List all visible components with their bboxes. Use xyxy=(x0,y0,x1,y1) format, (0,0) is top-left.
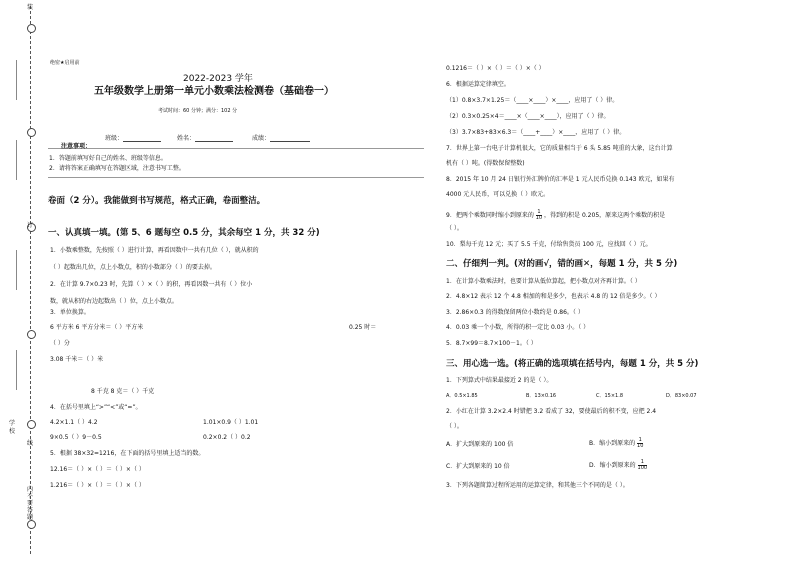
question-6-item-1: （1）0.8×3.7×1.25＝（____×____）×____，应用了（ ）律。 xyxy=(446,97,619,104)
section-3-title: 三、用心选一选。(将正确的选项填在括号内，每题 1 分，共 5 分) xyxy=(446,359,699,369)
question-4-item: 0.2×0.2（ ）0.2 xyxy=(203,434,251,441)
note-2: 2．请将答案正确填写在答题区域，注意书写工整。 xyxy=(49,165,185,172)
judge-3: 3．2.86×0.3 的得数保留两位小数约是 0.86。（ ） xyxy=(446,309,584,316)
strip-mid-text: 订 xyxy=(26,222,33,229)
choice-2-line-2: （ ）。 xyxy=(446,423,463,430)
strip-school-label: 学校 xyxy=(8,420,15,435)
question-1-line-2: （ ）起数出几位，点上小数点，积的小数部分（ ）的要去掉。 xyxy=(50,264,216,271)
judge-1: 1．在计算小数乘法时，也要计算从低位算起，把小数点对齐再计算。（ ） xyxy=(446,278,641,285)
question-4-item: 1.01×0.9（ ）1.01 xyxy=(203,419,259,426)
page-title: 五年级数学上册第一单元小数乘法检测卷（基础卷一） xyxy=(94,86,334,97)
choice-1-option-c: C．15×1.8 xyxy=(596,393,623,399)
choice-1: 1．下列算式中结果最接近 2 的是（ ）。 xyxy=(446,377,553,384)
strip-field-line xyxy=(16,60,17,100)
binding-dot xyxy=(27,520,36,529)
question-4-item: 4.2×1.1（ ）4.2 xyxy=(50,419,98,426)
question-5-line-1: 12.16＝（ ）×（ ）＝（ ）×（ ） xyxy=(50,466,145,473)
strip-field-line xyxy=(16,140,17,180)
question-6-item-3: （3）3.7×83+83×6.3＝（____+____）×____，应用了（ ）律。 xyxy=(446,129,626,136)
question-3-item-b-answer: （ ）分 xyxy=(50,340,70,347)
question-9-line-2: （ ）。 xyxy=(446,225,463,232)
secret-label: 绝密★启用前 xyxy=(50,60,80,66)
strip-lower-text: 线 xyxy=(26,440,33,447)
section-2-title: 二、仔细判一判。(对的画√，错的画✕，每题 1 分，共 5 分) xyxy=(446,259,678,269)
strip-field-line xyxy=(16,250,17,290)
score-label: 成绩： xyxy=(252,135,271,142)
question-7-line-1: 7．世界上第一台电子计算机很大，它的质量相当于 6 头 5.85 吨重的大象，这台计算 xyxy=(446,145,673,152)
strip-top-text: 装 xyxy=(26,4,33,11)
question-5-line-2: 1.216＝（ ）×（ ）＝（ ）×（ ） xyxy=(50,482,145,489)
question-3-item-d: 8 千克 8 克＝（ ）千克 xyxy=(91,388,155,395)
binding-dot xyxy=(27,24,36,33)
question-10: 10．梨每千克 12 元；买了 5.5 千克，付给售货员 100 元，应找回（ ）元。 xyxy=(446,241,652,248)
question-6-item-2: （2）0.3×0.25×4＝____×（____×____），应用了（ ）律。 xyxy=(446,113,610,120)
question-4-item: 9×0.5（ ）9－0.5 xyxy=(50,434,102,441)
question-1-line-1: 1．小数乘整数，先按照（ ）进行计算，再看因数中一共有几位（ ），就从积的 xyxy=(50,247,259,254)
choice-1-option-b: B．13×0.16 xyxy=(526,393,557,399)
class-field[interactable] xyxy=(105,135,161,142)
choice-2-option-b: B．缩小到原来的 $\frac{1}{10}$ xyxy=(589,437,644,449)
name-label: 姓名： xyxy=(177,135,196,142)
question-2-line-2: 数，就从积的右边起数出（ ）位，点上小数点。 xyxy=(50,298,178,305)
judge-5: 5．8.7×99＝8.7×100－1。（ ） xyxy=(446,340,537,347)
judge-4: 4．0.03 乘一个小数，所得的积一定比 0.03 小。（ ） xyxy=(446,324,590,331)
binding-dashed-line xyxy=(30,6,31,554)
binding-dot xyxy=(27,330,36,339)
question-3-item-b: 0.25 时＝ xyxy=(349,324,377,331)
fraction: $\frac{1}{10}$ xyxy=(637,437,644,449)
exam-year: 2022-2023 学年 xyxy=(183,74,253,84)
fraction: $\frac{1}{100}$ xyxy=(637,459,648,471)
question-3-item-a: 6 平方米 6 平方分米＝（ ）平方米 xyxy=(50,324,144,331)
choice-2-line-1: 2．小红在计算 3.2×2.4 时错把 3.2 看成了 32，要使最后的积不变，应把 2.4 xyxy=(446,408,657,415)
fraction: $\frac{1}{10}$ xyxy=(535,209,543,221)
question-7-line-2: 机有（ ）吨。(得数保留整数) xyxy=(446,160,525,167)
question-2-line-1: 2．在计算 9.7×0.23 时，先算（ ）×（ ）的积，再看因数一共有（ ）位小 xyxy=(50,281,253,288)
question-9-line-1: 9．把两个乘数同时缩小到原来的 $\frac{1}{10}$ ，得到的积是 0.205，原来这两个乘数的积是 xyxy=(446,209,666,221)
section-1-title: 一、认真填一填。(第 5、6 题每空 0.5 分，其余每空 1 分，共 32 分) xyxy=(48,228,320,238)
choice-3: 3．下列各题简算过程所运用的运算定律，和其他三个不同的是（ ）。 xyxy=(446,482,629,489)
name-field[interactable] xyxy=(177,135,233,142)
question-8-line-1: 8．2015 年 10 月 24 日银行外汇牌价的汇率是 1 元人民币兑换 0.143 欧元，如果有 xyxy=(446,176,675,183)
strip-bottom-text: 内不要答题 xyxy=(26,486,33,521)
question-3-item-c: 3.08 千米＝（ ）米 xyxy=(50,356,104,363)
question-3: 3．单位换算。 xyxy=(50,309,90,316)
question-6: 6．根据运算定律填空。 xyxy=(446,81,510,88)
question-5-line-3: 0.1216＝（ ）×（ ）＝（ ）×（ ） xyxy=(446,65,545,72)
class-label: 班级： xyxy=(105,135,124,142)
notes-title: 注意事项： xyxy=(61,143,92,150)
exam-info: 考试时间：60 分钟；满分：102 分 xyxy=(158,108,238,114)
strip-field-line xyxy=(16,350,17,390)
choice-2-option-d: D．缩小到原来的 $\frac{1}{100}$ xyxy=(589,459,648,471)
question-5: 5．根据 38×32=1216，在下面的括号里填上适当的数。 xyxy=(50,450,205,457)
choice-2-option-c: C．扩大到原来的 10 倍 xyxy=(446,463,510,470)
note-1: 1．答题前填写好自己的姓名、班级等信息。 xyxy=(49,155,167,162)
binding-strip xyxy=(0,0,46,561)
divider xyxy=(48,177,424,178)
judge-2: 2．4.8×12 表示 12 个 4.8 相加的和是多少，也表示 4.8 的 12 倍是多少。（ ） xyxy=(446,293,661,300)
score-field[interactable] xyxy=(252,135,310,142)
binding-dot xyxy=(27,128,36,137)
question-4: 4．在括号里填上“>”“<”或“=”。 xyxy=(50,404,142,411)
divider xyxy=(48,148,424,149)
binding-dot xyxy=(27,420,36,429)
choice-1-option-a: A．0.5×1.85 xyxy=(446,393,478,399)
choice-2-option-a: A．扩大到原来的 100 倍 xyxy=(446,441,514,448)
question-8-line-2: 4000 元人民币，可以兑换（ ）欧元。 xyxy=(446,191,550,198)
choice-1-option-d: D．83×0.07 xyxy=(666,393,697,399)
neatness-note: 卷面（2 分）。我能做到书写规范，格式正确，卷面整洁。 xyxy=(48,196,266,206)
